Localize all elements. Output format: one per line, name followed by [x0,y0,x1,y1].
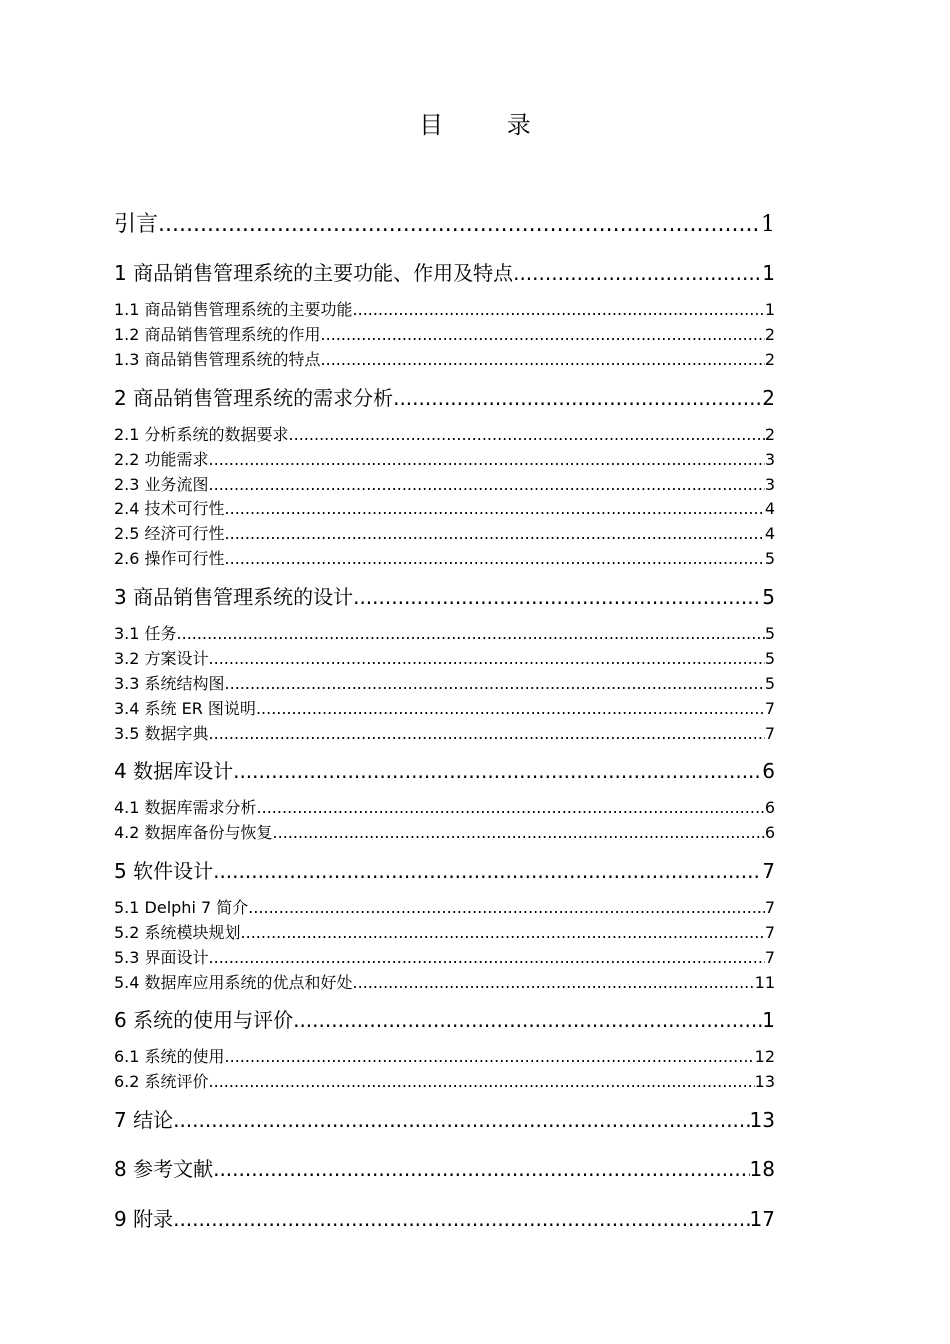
toc-entry-label: 2.4 技术可行性 [114,499,225,518]
toc-leader [293,1006,762,1034]
toc-leader [257,797,765,819]
toc-entry-section [114,523,775,545]
toc-leader [393,384,762,412]
toc-leader [225,498,765,520]
toc-entry-page: 7 [764,948,775,967]
toc-entry-page: 1 [762,1008,775,1032]
toc-entry-page: 7 [764,923,775,942]
toc-entry-label: 6.2 系统评价 [114,1072,209,1091]
toc-entry-page: 3 [764,450,775,469]
toc-entry-page: 5 [764,624,775,643]
toc-entry-page: 17 [749,1207,775,1231]
toc-leader [241,922,765,944]
toc-leader [321,349,765,371]
toc-entry-chapter-8 [114,1155,775,1183]
toc-leader [177,623,765,645]
toc-leader [173,1106,749,1134]
toc-entry-page: 7 [764,724,775,743]
toc-entry-section [114,299,775,321]
toc-entry-page: 7 [762,859,775,883]
toc-entry-label: 5 软件设计 [114,859,214,883]
toc-leader [273,822,765,844]
toc-entry-section [114,972,775,994]
toc-leader [209,449,765,471]
toc-entry-page: 11 [754,973,775,992]
toc-entry-page: 7 [764,898,775,917]
toc-entry-section [114,1071,775,1093]
toc-entry-label: 5.3 界面设计 [114,948,209,967]
toc-entry-label: 3.1 任务 [114,624,177,643]
toc-entry-label: 7 结论 [114,1108,174,1132]
toc-entry-section [114,723,775,745]
toc-entry-page: 7 [764,699,775,718]
toc-entry-chapter-5 [114,857,775,885]
toc-entry-section [114,822,775,844]
toc-entry-label: 1.1 商品销售管理系统的主要功能 [114,300,353,319]
toc-leader [225,548,765,570]
toc-leader [353,299,765,321]
toc-entry-section [114,498,775,520]
toc-entry-label: 5.1 Delphi 7 简介 [114,898,249,917]
toc-entry-chapter-4 [114,757,775,785]
toc-leader [513,259,762,287]
toc-entry-section [114,324,775,346]
toc-entry-page: 5 [762,585,775,609]
toc-entry-section [114,797,775,819]
toc-entry-page: 3 [764,475,775,494]
toc-entry-label: 3.5 数据字典 [114,724,209,743]
toc-entry-page: 5 [764,549,775,568]
toc-leader [173,1205,749,1233]
toc-entry-label: 6.1 系统的使用 [114,1047,225,1066]
toc-entry-section [114,1046,775,1068]
toc-entry-label: 2 商品销售管理系统的需求分析 [114,386,394,410]
toc-entry-page: 1 [762,261,775,285]
toc-entry-label: 2.5 经济可行性 [114,524,225,543]
toc-leader [209,723,765,745]
toc-entry-label: 3 商品销售管理系统的设计 [114,585,354,609]
toc-leader [256,698,765,720]
toc-entry-section [114,947,775,969]
toc-entry-label: 6 系统的使用与评价 [114,1008,294,1032]
toc-entry-section [114,648,775,670]
toc-leader [353,583,762,611]
toc-entry-section [114,548,775,570]
toc-leader [225,673,765,695]
toc-entry-page: 6 [764,798,775,817]
toc-entry-page: 4 [764,499,775,518]
toc-leader [158,210,761,240]
toc-entry-section [114,349,775,371]
toc-entry-page: 2 [764,425,775,444]
toc-leader [213,1155,749,1183]
toc-entry-page: 5 [764,649,775,668]
toc-entry-label: 3.2 方案设计 [114,649,209,668]
toc-entry-section [114,449,775,471]
toc-title: 目 录 [419,111,559,139]
toc-entry-label: 3.4 系统 ER 图说明 [114,699,256,718]
toc-entry-label: 9 附录 [114,1207,174,1231]
toc-entry-page: 6 [764,823,775,842]
toc-leader [209,474,765,496]
toc-entry-page: 13 [749,1108,775,1132]
toc-entry-label: 8 参考文献 [114,1157,214,1181]
toc-entry-section [114,623,775,645]
toc-entry-chapter-2 [114,384,775,412]
toc-entry-page: 2 [762,386,775,410]
toc-entry-section [114,673,775,695]
toc-leader [353,972,755,994]
toc-entry-chapter-6 [114,1006,775,1034]
toc-entry-label: 2.2 功能需求 [114,450,209,469]
toc-entry-label: 3.3 系统结构图 [114,674,225,693]
toc-leader [225,1046,755,1068]
toc-entry-label: 4.1 数据库需求分析 [114,798,257,817]
toc-entry-page: 13 [754,1072,775,1091]
toc-leader [248,897,765,919]
toc-entry-page: 5 [764,674,775,693]
toc-entry-section [114,897,775,919]
toc-entry-label: 2.6 操作可行性 [114,549,225,568]
toc-entry-label: 2.1 分析系统的数据要求 [114,425,289,444]
toc-leader [225,523,765,545]
toc-entry-label: 1.2 商品销售管理系统的作用 [114,325,321,344]
toc-entry-chapter-9 [114,1205,775,1233]
toc-entry-chapter-3 [114,583,775,611]
toc-entry-intro [114,210,775,240]
toc-leader [209,1071,755,1093]
toc-entry-label: 4 数据库设计 [114,759,234,783]
toc-leader [213,857,762,885]
toc-entry-label: 引言 [114,212,159,237]
toc-entry-page: 1 [761,212,775,237]
toc-entry-label: 4.2 数据库备份与恢复 [114,823,273,842]
toc-entry-page: 18 [749,1157,775,1181]
toc-entry-page: 4 [764,524,775,543]
toc-entry-section [114,698,775,720]
toc-entry-chapter-7 [114,1106,775,1134]
toc-entry-page: 1 [764,300,775,319]
toc-entry-label: 5.4 数据库应用系统的优点和好处 [114,973,353,992]
toc-leader [321,324,765,346]
toc-entry-page: 2 [764,350,775,369]
toc-entry-page: 6 [762,759,775,783]
toc-entry-section [114,424,775,446]
toc-leader [209,648,765,670]
toc-leader [289,424,765,446]
toc-entry-page: 12 [754,1047,775,1066]
toc-entry-section [114,474,775,496]
toc-entry-page: 2 [764,325,775,344]
toc-entry-label: 2.3 业务流图 [114,475,209,494]
toc-leader [233,757,762,785]
toc-entry-label: 1.3 商品销售管理系统的特点 [114,350,321,369]
toc-entry-label: 5.2 系统模块规划 [114,923,241,942]
toc-leader [209,947,765,969]
toc-entry-label: 1 商品销售管理系统的主要功能、作用及特点 [114,261,514,285]
toc-entry-section [114,922,775,944]
toc-entry-chapter-1 [114,259,775,287]
